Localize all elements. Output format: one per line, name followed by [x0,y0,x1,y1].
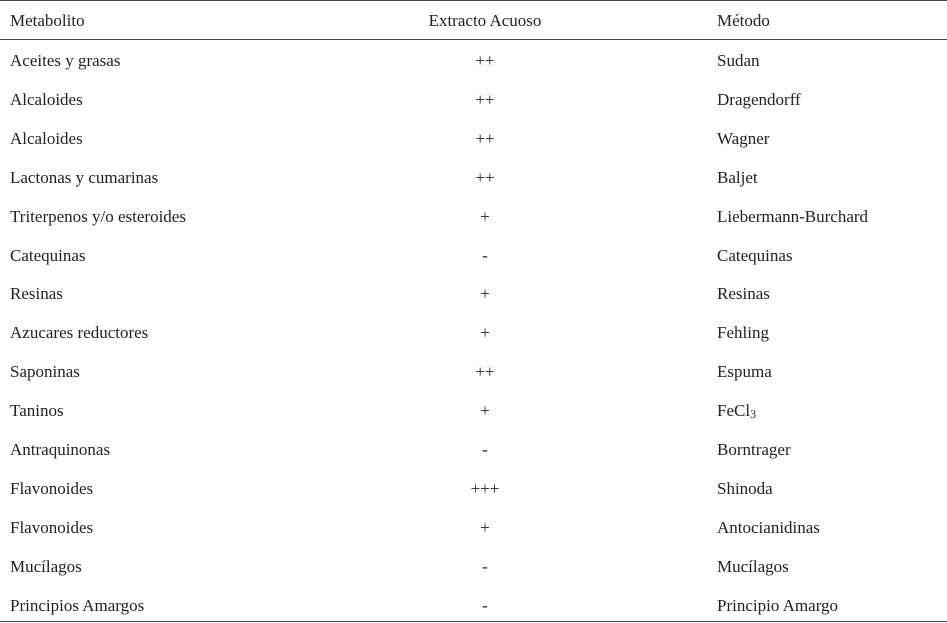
cell-extracto-acuoso: ++ [475,362,495,381]
cell-metabolito: Lactonas y cumarinas [10,168,159,187]
cell-metodo-text: Mucílagos [717,557,789,576]
cell-metodo-text: FeCl [717,401,751,420]
cell-extracto-acuoso: - [482,440,488,459]
cell-extracto-acuoso: ++ [475,51,495,70]
cell-metodo [717,246,793,266]
cell-metabolito: Azucares reductores [10,323,149,342]
header-rule [0,39,947,40]
cell-metodo [717,518,820,538]
cell-metabolito: Triterpenos y/o esteroides [10,207,186,226]
cell-extracto-acuoso: - [482,246,488,265]
cell-metodo [717,207,868,227]
cell-extracto-acuoso: ++ [475,90,495,109]
cell-metabolito: Mucílagos [10,557,82,576]
cell-metodo [717,362,772,382]
cell-metodo-text: Baljet [717,168,758,187]
cell-extracto-acuoso: - [482,596,488,615]
cell-extracto-acuoso: + [480,284,490,303]
cell-extracto-acuoso: + [480,401,490,420]
cell-extracto-acuoso: + [480,518,490,537]
cell-metodo [717,51,760,71]
cell-metodo-text: Liebermann-Burchard [717,207,869,226]
cell-extracto-acuoso: + [480,207,490,226]
cell-extracto-acuoso: +++ [470,479,500,498]
cell-metodo-text: Fehling [717,323,769,342]
cell-metodo-text: Antocianidinas [717,518,820,537]
cell-metabolito: Principios Amargos [10,596,145,615]
cell-metodo-text: Espuma [717,362,772,381]
cell-metodo-text: Resinas [717,284,770,303]
cell-metodo-text: Dragendorff [717,90,801,109]
cell-extracto-acuoso: ++ [475,168,495,187]
cell-extracto-acuoso: - [482,557,488,576]
cell-metodo [717,90,801,110]
cell-metodo [717,557,789,577]
cell-metodo-text: Sudan [717,51,760,70]
cell-metodo [717,596,838,616]
cell-metabolito: Catequinas [10,246,86,265]
bottom-rule [0,621,947,622]
cell-extracto-acuoso: + [480,323,490,342]
cell-metabolito: Saponinas [10,362,80,381]
header-extracto-acuoso: Extracto Acuoso [428,11,542,30]
header-metabolito: Metabolito [10,11,85,30]
cell-metabolito: Alcaloides [10,129,83,148]
cell-metodo [717,168,758,188]
cell-extracto-acuoso: ++ [475,129,495,148]
cell-metodo-text: Shinoda [717,479,773,498]
cell-metodo-text: Catequinas [717,246,793,265]
cell-metodo [717,440,791,460]
cell-metodo [717,479,773,499]
cell-metabolito: Antraquinonas [10,440,111,459]
cell-metodo-text: Borntrager [717,440,791,459]
cell-metodo-text: Wagner [717,129,770,148]
cell-metabolito: Alcaloides [10,90,83,109]
cell-metabolito: Aceites y grasas [10,51,121,70]
cell-metabolito: Resinas [10,284,63,303]
cell-metodo [717,401,756,421]
cell-metodo [717,129,769,149]
cell-metodo [717,323,769,343]
cell-metabolito: Flavonoides [10,479,94,498]
cell-metabolito: Flavonoides [10,518,94,537]
top-rule [0,0,947,1]
cell-metodo [717,284,770,304]
cell-metabolito: Taninos [10,401,64,420]
header-metodo: Método [717,11,770,30]
cell-metodo-subscript: 3 [750,407,757,421]
cell-metodo-text: Principio Amargo [717,596,839,615]
